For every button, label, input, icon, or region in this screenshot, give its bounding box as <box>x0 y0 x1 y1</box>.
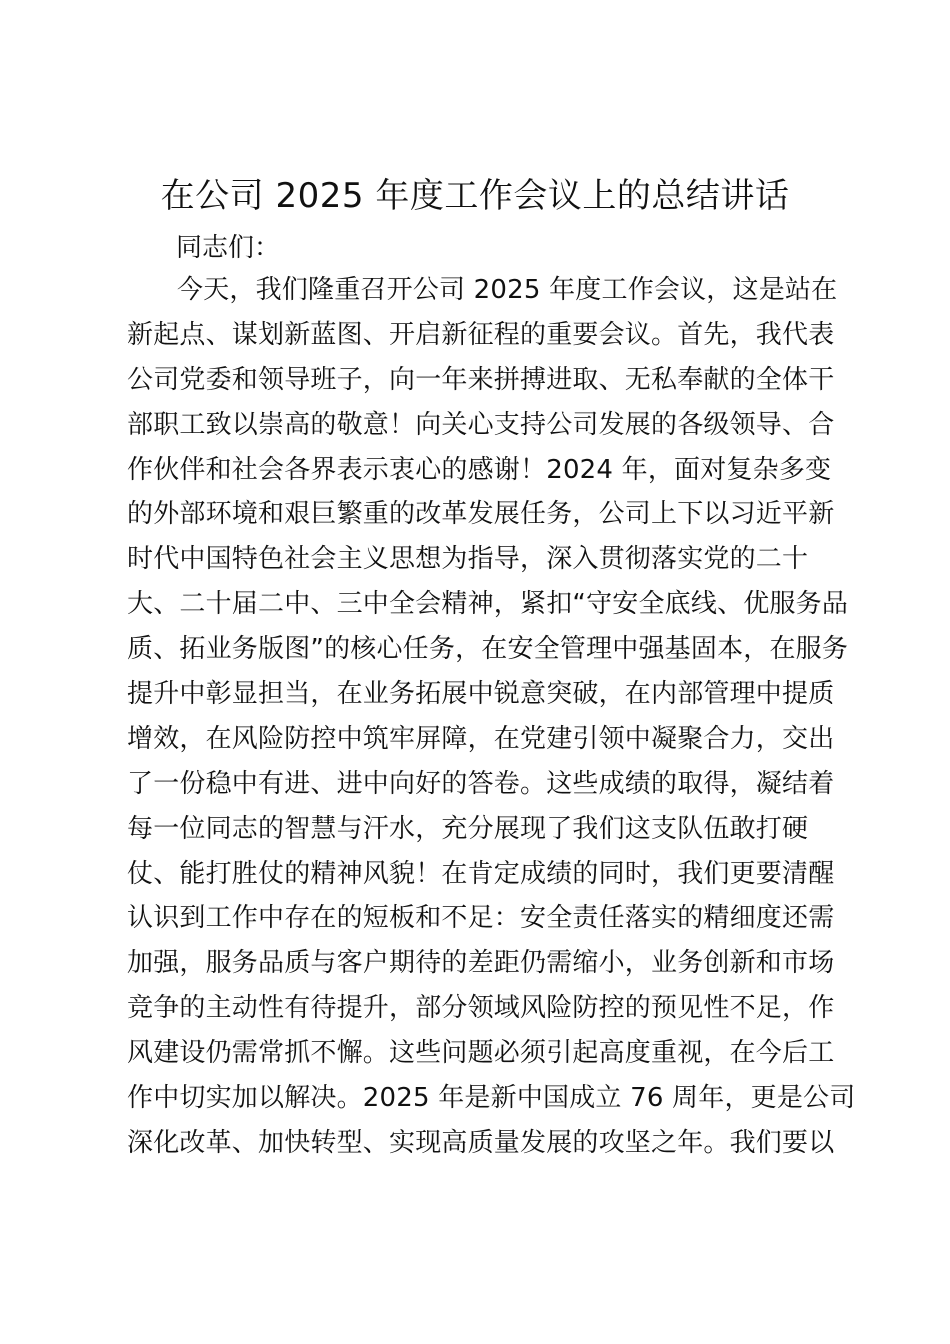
body-line: 公司党委和领导班子，向一年来拼搏进取、无私奉献的全体干 <box>127 364 835 395</box>
body-line: 提升中彰显担当，在业务拓展中锐意突破，在内部管理中提质 <box>127 679 835 710</box>
body-line: 作伙伴和社会各界表示衷心的感谢！2024 年，面对复杂多变 <box>127 454 832 485</box>
body-paragraph <box>127 268 856 1166</box>
document-title: 在公司 2025 年度工作会议上的总结讲话 <box>160 176 790 216</box>
body-line: 每一位同志的智慧与汗水，充分展现了我们这支队伍敢打硬 <box>127 813 809 844</box>
body-line: 仗、能打胜仗的精神风貌！在肯定成绩的同时，我们更要清醒 <box>127 858 835 889</box>
body-line: 竞争的主动性有待提升，部分领域风险防控的预见性不足，作 <box>127 993 835 1024</box>
body-line: 增效，在风险防控中筑牢屏障，在党建引领中凝聚合力，交出 <box>127 723 835 754</box>
salutation: 同志们： <box>176 233 281 263</box>
body-line: 部职工致以崇高的敬意！向关心支持公司发展的各级领导、合 <box>127 409 835 440</box>
body-line: 风建设仍需常抓不懈。这些问题必须引起高度重视，在今后工 <box>127 1038 835 1069</box>
body-line: 了一份稳中有进、进中向好的答卷。这些成绩的取得，凝结着 <box>127 768 835 799</box>
body-line: 时代中国特色社会主义思想为指导，深入贯彻落实党的二十 <box>127 544 809 575</box>
body-line: 作中切实加以解决。2025 年是新中国成立 76 周年，更是公司 <box>127 1083 856 1114</box>
body-line: 加强，服务品质与客户期待的差距仍需缩小，业务创新和市场 <box>127 948 835 979</box>
body-line: 深化改革、加快转型、实现高质量发展的攻坚之年。我们要以 <box>127 1127 835 1158</box>
body-line: 认识到工作中存在的短板和不足：安全责任落实的精细度还需 <box>127 903 835 934</box>
body-line: 新起点、谋划新蓝图、开启新征程的重要会议。首先，我代表 <box>127 319 835 350</box>
body-line: 今天，我们隆重召开公司 2025 年度工作会议，这是站在 <box>177 275 838 305</box>
body-line: 的外部环境和艰巨繁重的改革发展任务，公司上下以习近平新 <box>127 499 835 530</box>
body-line: 大、二十届二中、三中全会精神，紧扣“守安全底线、优服务品 <box>127 589 849 620</box>
body-line: 质、拓业务版图”的核心任务，在安全管理中强基固本，在服务 <box>127 634 849 665</box>
